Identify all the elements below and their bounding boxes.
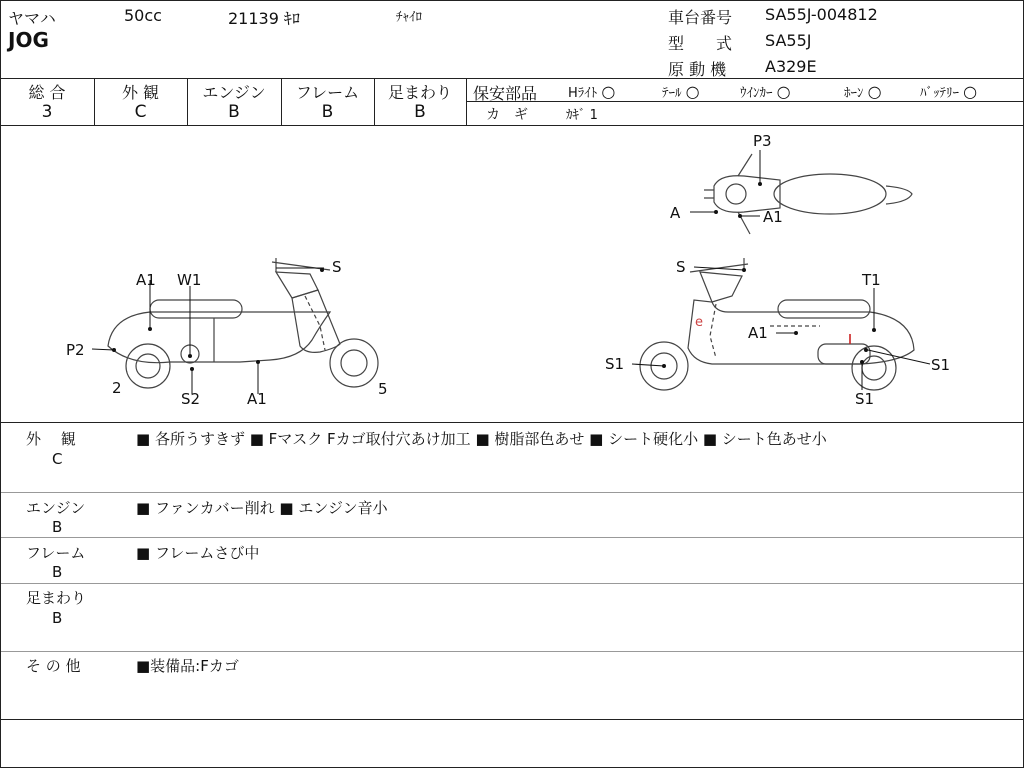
model-name: JOG (8, 28, 49, 52)
type-value: SA55J (765, 31, 812, 50)
safety-item-headlight: Hﾗｲﾄ ○ (568, 82, 616, 101)
maker: ヤマハ (8, 9, 56, 28)
diagram-label: S1 (855, 390, 875, 408)
frame-no-label: 車台番号 (668, 8, 733, 27)
note-exterior-label: 外 観 (26, 430, 76, 448)
diagram-label: A (670, 204, 681, 222)
diagram-label: A1 (136, 271, 156, 289)
safety-item-horn: ﾎｰﾝ ○ (844, 82, 882, 101)
suspension-grade-label: 足まわり (387, 83, 452, 102)
note-suspension-grade: B (52, 609, 63, 627)
note-other-label: そ の 他 (26, 657, 81, 675)
engine-grade-label: エンジン (202, 83, 266, 102)
note-engine-text: ■ ファンカバー削れ ■ エンジン音小 (136, 499, 388, 517)
note-frame-grade: B (52, 563, 63, 581)
note-other-text: ■装備品:Fカゴ (136, 657, 239, 675)
diagram-label: S1 (605, 355, 625, 373)
note-exterior-text: ■ 各所うすきず ■ Fマスク Fカゴ取付穴あけ加工 ■ 樹脂部色あせ ■ シート硬化小 ■ シート色あせ小 (136, 430, 827, 448)
diagram-label: S (676, 258, 686, 276)
diagram-label: W1 (177, 271, 202, 289)
safety-label: 保安部品 (473, 84, 538, 103)
engine-grade: B (228, 102, 240, 122)
engine-value: A329E (765, 57, 817, 76)
diagram-label: 5 (378, 380, 388, 398)
diagram-label: A1 (763, 208, 783, 226)
suspension-grade: B (414, 102, 426, 122)
color: ﾁｬｲﾛ (396, 10, 422, 25)
type-label: 型 式 (668, 34, 733, 53)
note-frame-label: フレーム (26, 544, 86, 562)
key-value: ｶｷﾞ 1 (566, 108, 598, 123)
note-frame-text: ■ フレームさび中 (136, 544, 260, 562)
overall-grade: 3 (41, 102, 53, 122)
svg-text:e: e (695, 315, 703, 330)
diagram-label: 2 (112, 379, 122, 397)
exterior-grade: C (134, 102, 147, 122)
diagram-label: S (332, 258, 342, 276)
safety-item-tail: ﾃｰﾙ ○ (662, 82, 700, 101)
engine-label: 原 動 機 (668, 60, 727, 79)
overall-label: 総 合 (28, 83, 66, 102)
note-engine-grade: B (52, 518, 63, 536)
note-suspension-label: 足まわり (26, 589, 87, 607)
mileage: 21139 ｷﾛ (228, 9, 300, 28)
diagram-label: T1 (862, 271, 881, 289)
frame-grade-label: フレーム (295, 83, 360, 102)
diagram-label: S2 (181, 390, 201, 408)
frame-grade: B (321, 102, 334, 122)
diagram-label: A1 (247, 390, 267, 408)
displacement: 50cc (124, 6, 162, 25)
frame-no: SA55J-004812 (765, 5, 878, 24)
note-engine-label: エンジン (26, 499, 86, 517)
diagram-label: A1 (748, 324, 768, 342)
exterior-label: 外 観 (121, 83, 160, 102)
key-label: カ ギ (486, 107, 528, 123)
diagram-label: P2 (66, 341, 85, 359)
safety-item-winker: ｳｲﾝｶｰ ○ (740, 82, 791, 101)
safety-item-battery: ﾊﾞｯﾃﾘｰ ○ (920, 82, 978, 101)
diagram-label: P3 (753, 132, 772, 150)
diagram-label: S1 (931, 356, 951, 374)
note-exterior-grade: C (52, 450, 63, 468)
